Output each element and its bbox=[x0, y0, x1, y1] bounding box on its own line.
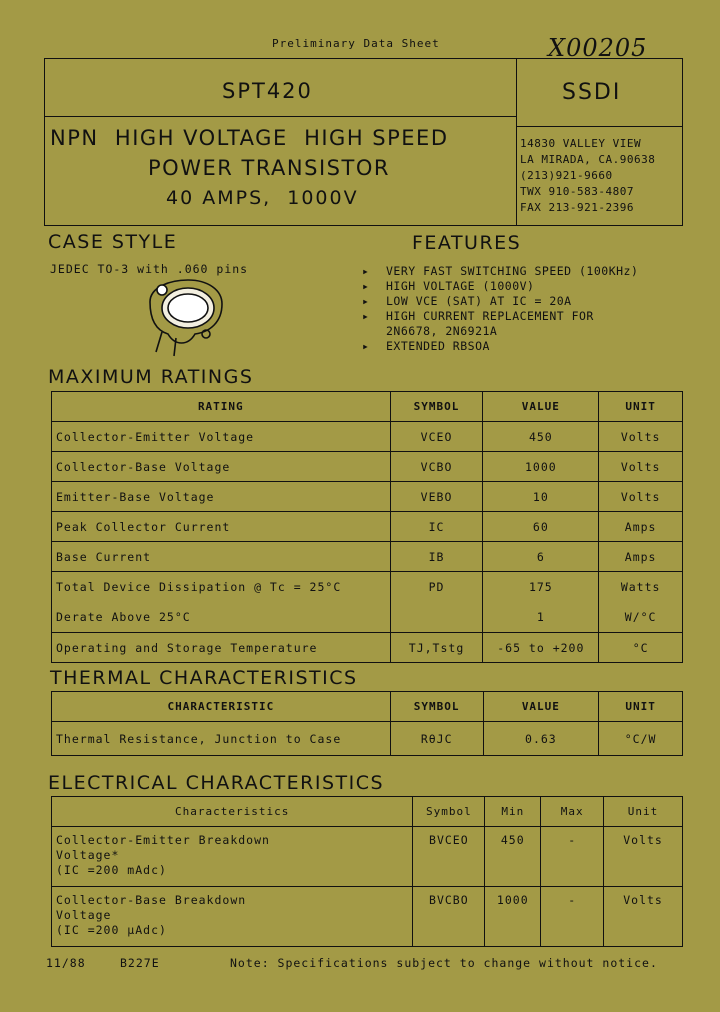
address-line: LA MIRADA, CA.90638 bbox=[520, 153, 656, 166]
table-row: Collector-Emitter Breakdown Voltage* (IC =200 mAdc) BVCEO 450 - Volts bbox=[52, 827, 683, 887]
max-ratings-heading: MAXIMUM RATINGS bbox=[48, 366, 254, 388]
title-line-1: NPN HIGH VOLTAGE HIGH SPEED bbox=[50, 126, 449, 150]
bullet-icon: ▸ bbox=[362, 264, 370, 278]
header-divider-right bbox=[516, 126, 683, 127]
handwritten-code: X00205 bbox=[548, 34, 648, 62]
column-header: SYMBOL bbox=[390, 392, 483, 422]
table-row: Collector-Base Breakdown Voltage (IC =200 μAdc) BVCBO 1000 - Volts bbox=[52, 887, 683, 947]
thermal-table bbox=[51, 691, 683, 756]
max-ratings-table bbox=[51, 391, 683, 663]
header-divider bbox=[516, 58, 517, 226]
feature-item-continued: 2N6678, 2N6921A bbox=[386, 324, 498, 338]
to3-package-drawing bbox=[140, 272, 240, 362]
feature-item: ▸ HIGH VOLTAGE (1000V) bbox=[362, 279, 535, 293]
column-header: Min bbox=[485, 797, 541, 827]
feature-item: ▸ HIGH CURRENT REPLACEMENT FOR bbox=[362, 309, 594, 323]
column-header: VALUE bbox=[483, 692, 599, 722]
bullet-icon: ▸ bbox=[362, 339, 370, 353]
thermal-heading: THERMAL CHARACTERISTICS bbox=[50, 667, 358, 689]
column-header: CHARACTERISTIC bbox=[52, 692, 391, 722]
column-header: Symbol bbox=[413, 797, 485, 827]
feature-item: ▸ LOW VCE (SAT) AT IC = 20A bbox=[362, 294, 572, 308]
electrical-table bbox=[51, 796, 683, 947]
title-line-3: 40 AMPS, 1000V bbox=[166, 187, 359, 209]
column-header: Max bbox=[541, 797, 604, 827]
header-divider-left bbox=[44, 116, 516, 117]
column-header: SYMBOL bbox=[390, 692, 483, 722]
column-header: VALUE bbox=[483, 392, 599, 422]
address-line: 14830 VALLEY VIEW bbox=[520, 137, 642, 150]
address-line: (213)921-9660 bbox=[520, 169, 613, 182]
column-header: Characteristics bbox=[52, 797, 413, 827]
table-row: Collector-Base Voltage VCBO 1000 Volts bbox=[52, 452, 683, 482]
title-line-2: POWER TRANSISTOR bbox=[148, 156, 390, 180]
table-row: Emitter-Base Voltage VEBO 10 Volts bbox=[52, 482, 683, 512]
table-row: Thermal Resistance, Junction to Case RθJC 0.63 °C/W bbox=[52, 722, 683, 756]
address-line: TWX 910-583-4807 bbox=[520, 185, 634, 198]
column-header: UNIT bbox=[599, 692, 683, 722]
features-heading: FEATURES bbox=[412, 232, 522, 254]
column-header: UNIT bbox=[599, 392, 683, 422]
bullet-icon: ▸ bbox=[362, 309, 370, 323]
footer-date: 11/88 bbox=[46, 956, 86, 970]
footer-note: Note: Specifications subject to change without notice. bbox=[230, 956, 658, 970]
bullet-icon: ▸ bbox=[362, 279, 370, 293]
table-row: Peak Collector Current IC 60 Amps bbox=[52, 512, 683, 542]
table-row: Base Current IB 6 Amps bbox=[52, 542, 683, 572]
case-package: JEDEC TO-3 with .060 pins bbox=[50, 262, 249, 276]
table-row: Operating and Storage Temperature TJ,Tstg -65 to +200 °C bbox=[52, 633, 683, 663]
bullet-icon: ▸ bbox=[362, 294, 370, 308]
feature-item: ▸ VERY FAST SWITCHING SPEED (100KHz) bbox=[362, 264, 639, 278]
column-header: RATING bbox=[52, 392, 391, 422]
table-row: Collector-Emitter Voltage VCEO 450 Volts bbox=[52, 422, 683, 452]
part-number: SPT420 bbox=[222, 79, 313, 103]
brand-name: SSDI bbox=[562, 80, 622, 105]
column-header: Unit bbox=[604, 797, 683, 827]
electrical-heading: ELECTRICAL CHARACTERISTICS bbox=[48, 772, 385, 794]
footer-code: B227E bbox=[120, 956, 160, 970]
table-row: Total Device Dissipation @ Tc = 25°C Derate Above 25°C PD 175 1 Watts W/°C bbox=[52, 572, 683, 633]
preliminary-note: Preliminary Data Sheet bbox=[272, 37, 440, 50]
case-style-heading: CASE STYLE bbox=[48, 231, 178, 253]
feature-item: ▸ EXTENDED RBSOA bbox=[362, 339, 490, 353]
to3-package-icon bbox=[150, 280, 222, 356]
address-line: FAX 213-921-2396 bbox=[520, 201, 634, 214]
